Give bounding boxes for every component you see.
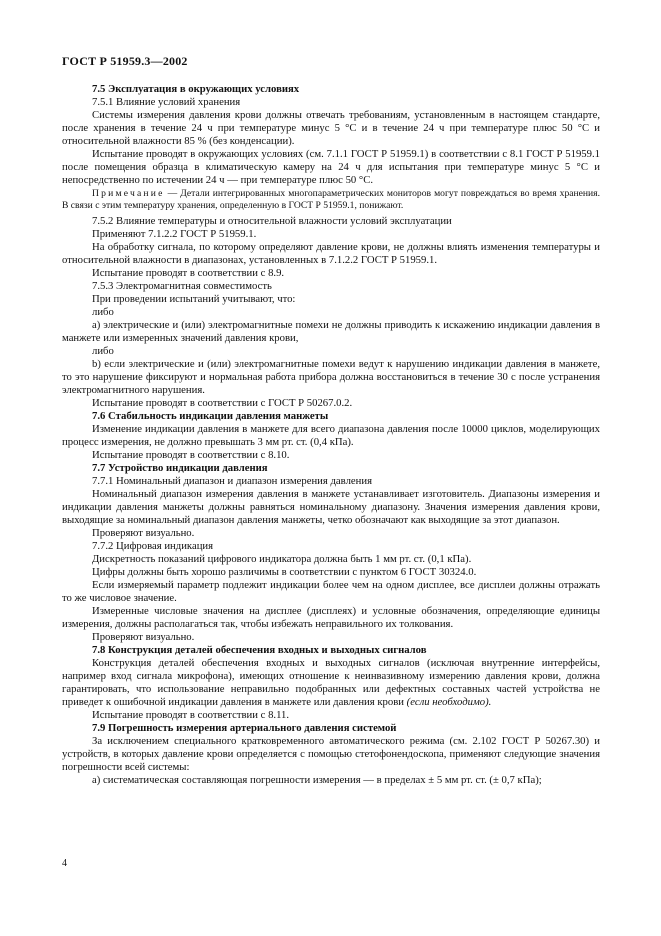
paragraph: Испытание проводят в соответствии с 8.9. (92, 267, 285, 279)
section-7-7-2-title: 7.7.2 Цифровая индикация (92, 540, 214, 552)
paragraph: Измеренные числовые значения на дисплее (дисплеях) и условные обозначения, определяющие единицы измерения, должны располагаться так, чтобы избежать неправильного их толкования. (62, 605, 600, 630)
note-label: Примечание (92, 188, 165, 199)
paragraph-text: Конструкция деталей обеспечения входных и выходных сигналов (исключая внутренние интерфейсы, например вход сигнала микрофона), имеющих отношение к неинвазивному измерению давления крови, должна гарантировать, что использование неправильно подобранных или дефектных составных частей устройства не приведет к ошибочной индикации давления в манжете или давления крови (62, 657, 600, 708)
section-7-5-2-title: 7.5.2 Влияние температуры и относительной влажности условий эксплуатации (92, 215, 452, 227)
list-item-a: а) систематическая составляющая погрешности измерения — в пределах ± 5 мм рт. ст. (± 0,7 кПа); (92, 774, 542, 786)
paragraph: Проверяют визуально. (92, 631, 195, 643)
paragraph: Дискретность показаний цифрового индикатора должна быть 1 мм рт. ст. (0,1 кПа). (92, 553, 472, 565)
paragraph: Если измеряемый параметр подлежит индикации более чем на одном дисплее, все дисплеи должны отражать то же числовое значение. (62, 579, 600, 604)
paragraph: Системы измерения давления крови должны отвечать требованиям, установленным в настоящем стандарте, после хранения в течение 24 ч при температуре минус 5 °С и в течение 24 ч при температуре плюс 50 °С и относительной влажности 85 % (без конденсации). (62, 109, 600, 147)
paragraph: Применяют 7.1.2.2 ГОСТ Р 51959.1. (92, 228, 257, 240)
paragraph: Номинальный диапазон измерения давления в манжете устанавливает изготовитель. Диапазоны измерения и индикации давления манжеты должны равняться номинальному диапазону. Значения измерения давления крови, выходящие за номинальный диапазон давления манжеты, четко обозначают как выходящие за этот диапазон. (62, 488, 600, 526)
page-number: 4 (62, 858, 67, 869)
paragraph-italic: (если необходимо). (406, 696, 492, 708)
document-body (62, 83, 600, 787)
section-7-5-1-title: 7.5.1 Влияние условий хранения (92, 96, 241, 108)
section-7-5-3-title: 7.5.3 Электромагнитная совместимость (92, 280, 272, 292)
list-item-b: b) если электрические и (или) электромагнитные помехи ведут к нарушению индикации давления в манжете, то это нарушение фиксируют и нормальная работа прибора должна восстановиться в течение 30 с после устранения электромагнитного нарушения. (62, 358, 600, 396)
section-7-5-title: 7.5 Эксплуатация в окружающих условиях (92, 83, 300, 95)
section-7-7-title: 7.7 Устройство индикации давления (92, 462, 268, 474)
section-7-7-1-title: 7.7.1 Номинальный диапазон и диапазон измерения давления (92, 475, 372, 487)
section-7-9-title: 7.9 Погрешность измерения артериального давления системой (92, 722, 397, 734)
paragraph: Испытание проводят в соответствии с ГОСТ Р 50267.0.2. (92, 397, 353, 409)
note-text: — Детали интегрированных многопараметрических мониторов могут повреждаться во время хранения. В связи с этим температуру хранения, определенную в ГОСТ Р 51959.1, понижают. (62, 188, 600, 211)
paragraph (62, 657, 600, 709)
paragraph: За исключением специального кратковременного автоматического режима (см. 2.102 ГОСТ Р 50267.30) и устройств, в которых давление крови определяется с помощью стетофонендоскопа, применяют следующие значения погрешности всей системы: (62, 735, 600, 773)
paragraph: Проверяют визуально. (92, 527, 195, 539)
paragraph: Испытание проводят в окружающих условиях (см. 7.1.1 ГОСТ Р 51959.1) в соответствии с 8.1 ГОСТ Р 51959.1 после помещения образца в климатическую камеру на 24 ч для испытания при температуре минус 5 °С и непосредственно по истечении 24 ч — при температуре плюс 50 °С. (62, 148, 600, 186)
paragraph: либо (92, 306, 114, 318)
paragraph: На обработку сигнала, по которому определяют давление крови, не должны влиять изменения температуры и относительной влажности в диапазонах, установленных в 7.1.2.2 ГОСТ Р 51959.1. (62, 241, 600, 266)
paragraph: Испытание проводят в соответствии с 8.11. (92, 709, 290, 721)
paragraph: Испытание проводят в соответствии с 8.10. (92, 449, 290, 461)
paragraph: При проведении испытаний учитывают, что: (92, 293, 296, 305)
paragraph: либо (92, 345, 114, 357)
paragraph: Изменение индикации давления в манжете для всего диапазона давления после 10000 циклов, моделирующих процесс измерения, не должно превышать 3 мм рт. ст. (0,4 кПа). (62, 423, 600, 448)
section-7-6-title: 7.6 Стабильность индикации давления манжеты (92, 410, 329, 422)
list-item-a: а) электрические и (или) электромагнитные помехи не должны приводить к искажению индикации давления в манжете или измеренных значений давления крови, (62, 319, 600, 344)
paragraph: Цифры должны быть хорошо различимы в соответствии с пунктом 6 ГОСТ 30324.0. (92, 566, 477, 578)
document-header: ГОСТ Р 51959.3—2002 (62, 54, 188, 68)
section-7-8-title: 7.8 Конструкция деталей обеспечения входных и выходных сигналов (92, 644, 427, 656)
note (62, 188, 600, 212)
